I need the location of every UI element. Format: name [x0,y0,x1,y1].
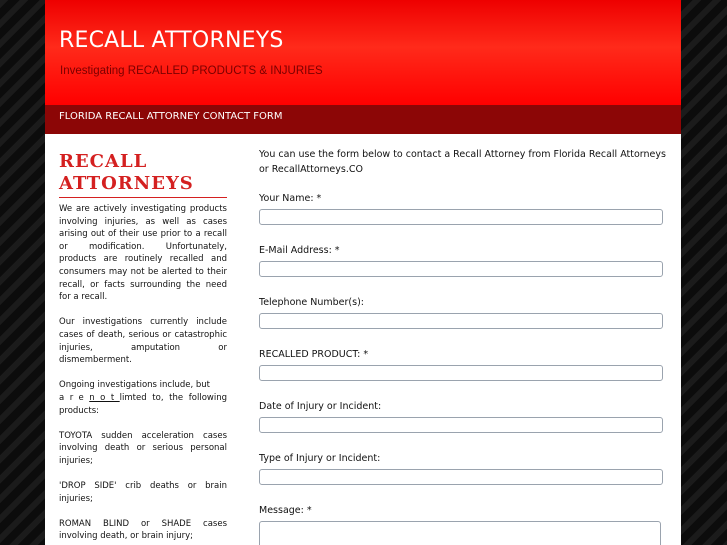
injury-type-input[interactable] [259,469,663,485]
sidebar-paragraph-crib: 'DROP SIDE' crib deaths or brain injuries; [59,481,227,504]
injury-date-input[interactable] [259,417,663,433]
telephone-input[interactable] [259,313,663,329]
site-header [45,0,681,105]
contact-form [259,148,671,516]
injury-date-label: Date of Injury or Incident: [259,401,382,412]
nav-item-contact-form[interactable]: FLORIDA RECALL ATTORNEY CONTACT FORM [59,111,283,122]
page-container [45,0,681,545]
name-label: Your Name: * [259,193,322,204]
ongoing-text-not: not [89,392,120,403]
telephone-label: Telephone Number(s): [259,297,364,308]
email-input[interactable] [259,261,663,277]
message-label: Message: * [259,505,312,516]
ongoing-text-start: Ongoing investigations include, but [59,380,210,391]
sidebar-title-line1: RECALL [59,151,148,172]
sidebar-paragraph-ongoing [59,379,227,417]
sidebar-title [59,151,227,198]
sidebar-paragraph-blind: ROMAN BLIND or SHADE cases involving death, or brain injury; [59,518,227,542]
site-title[interactable]: RECALL ATTORNEYS [59,28,284,53]
injury-type-label: Type of Injury or Incident: [259,453,381,464]
ongoing-text-are: are [59,392,90,403]
recalled-product-input[interactable] [259,365,663,381]
sidebar [59,151,227,545]
message-textarea[interactable] [259,521,661,545]
sidebar-paragraph-investigations: Our investigations currently include cases of death, serious or catastrophic injuries, amputation or dismemberment. [59,317,227,366]
recalled-product-label: RECALLED PRODUCT: * [259,349,369,360]
nav-bar [45,105,681,134]
sidebar-paragraph-toyota: TOYOTA sudden acceleration cases involving death or serious personal injuries; [59,430,227,466]
site-tagline: Investigating RECALLED PRODUCTS & INJURIES [60,65,323,77]
form-intro: You can use the form below to contact a Recall Attorney from Florida Recall Attorneys or RecallAttorneys.CO [259,149,666,175]
ongoing-text-end: limted to, the following products: [59,392,227,416]
name-input[interactable] [259,209,663,225]
email-label: E-Mail Address: * [259,245,340,256]
sidebar-title-line2: ATTORNEYS [59,173,194,194]
sidebar-paragraph-intro: We are actively investigating products involving injuries, as well as cases arising out of their use prior to a recall or modification. Unfortunately, products are routinely recalled and consumers may not be alerted to their recall, or facts surrounding the need for a recall. [59,204,227,303]
